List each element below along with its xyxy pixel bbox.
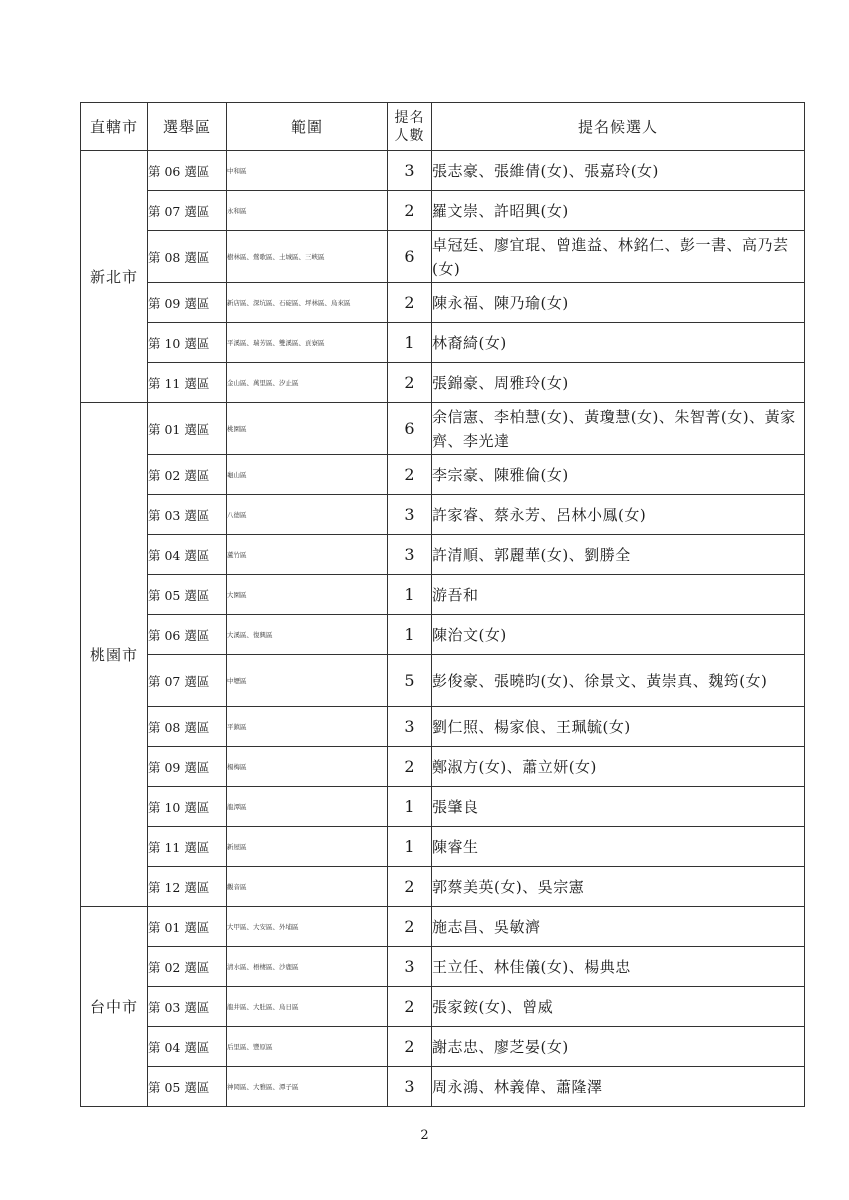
candidates-cell: 彭俊豪、張曉昀(女)、徐景文、黃崇真、魏筠(女) xyxy=(432,655,805,707)
candidates-cell: 鄭淑方(女)、蕭立妍(女) xyxy=(432,747,805,787)
count-cell: 1 xyxy=(388,615,432,655)
table-row xyxy=(81,827,805,867)
district-cell: 第 09 選區 xyxy=(148,283,227,323)
district-cell: 第 07 選區 xyxy=(148,655,227,707)
count-cell: 3 xyxy=(388,1067,432,1107)
count-cell: 3 xyxy=(388,535,432,575)
count-cell: 2 xyxy=(388,455,432,495)
candidates-cell: 陳睿生 xyxy=(432,827,805,867)
candidates-cell: 謝志忠、廖芝晏(女) xyxy=(432,1027,805,1067)
count-cell: 2 xyxy=(388,867,432,907)
area-cell: 觀音區 xyxy=(227,867,388,907)
count-cell: 2 xyxy=(388,283,432,323)
table-row xyxy=(81,1027,805,1067)
area-cell: 大溪區、復興區 xyxy=(227,615,388,655)
header-candidates: 提名候選人 xyxy=(432,103,805,151)
district-cell: 第 01 選區 xyxy=(148,907,227,947)
table-row xyxy=(81,655,805,707)
city-cell: 桃園市 xyxy=(81,403,148,907)
count-cell: 2 xyxy=(388,191,432,231)
table-row xyxy=(81,283,805,323)
district-cell: 第 11 選區 xyxy=(148,827,227,867)
header-row xyxy=(81,103,805,151)
district-cell: 第 04 選區 xyxy=(148,1027,227,1067)
count-cell: 3 xyxy=(388,495,432,535)
table-row xyxy=(81,323,805,363)
header-count-text: 提名人數 xyxy=(394,109,425,144)
count-cell: 1 xyxy=(388,575,432,615)
candidates-cell: 張錦豪、周雅玲(女) xyxy=(432,363,805,403)
table-row xyxy=(81,363,805,403)
area-cell: 大甲區、大安區、外埔區 xyxy=(227,907,388,947)
candidates-cell: 羅文崇、許昭興(女) xyxy=(432,191,805,231)
candidates-cell: 李宗豪、陳雅倫(女) xyxy=(432,455,805,495)
candidates-cell: 許清順、郭麗華(女)、劉勝全 xyxy=(432,535,805,575)
candidates-cell: 陳治文(女) xyxy=(432,615,805,655)
district-cell: 第 06 選區 xyxy=(148,151,227,191)
candidates-cell: 郭蔡美英(女)、吳宗憲 xyxy=(432,867,805,907)
table-row xyxy=(81,403,805,455)
table-row xyxy=(81,787,805,827)
city-cell: 新北市 xyxy=(81,151,148,403)
area-cell: 新店區、深坑區、石碇區、坪林區、烏來區 xyxy=(227,283,388,323)
district-cell: 第 02 選區 xyxy=(148,947,227,987)
area-cell: 平鎮區 xyxy=(227,707,388,747)
count-cell: 3 xyxy=(388,151,432,191)
area-cell: 中和區 xyxy=(227,151,388,191)
count-cell: 1 xyxy=(388,827,432,867)
area-cell: 樹林區、鶯歌區、土城區、三峽區 xyxy=(227,231,388,283)
area-cell: 中壢區 xyxy=(227,655,388,707)
table-row xyxy=(81,151,805,191)
table-row xyxy=(81,747,805,787)
district-cell: 第 04 選區 xyxy=(148,535,227,575)
candidates-cell: 王立任、林佳儀(女)、楊典忠 xyxy=(432,947,805,987)
area-cell: 龍潭區 xyxy=(227,787,388,827)
count-cell: 2 xyxy=(388,907,432,947)
district-cell: 第 12 選區 xyxy=(148,867,227,907)
district-cell: 第 03 選區 xyxy=(148,495,227,535)
candidates-cell: 施志昌、吳敏濟 xyxy=(432,907,805,947)
district-cell: 第 03 選區 xyxy=(148,987,227,1027)
count-cell: 6 xyxy=(388,403,432,455)
candidates-cell: 張肇良 xyxy=(432,787,805,827)
table-row xyxy=(81,987,805,1027)
candidates-cell: 張志豪、張維倩(女)、張嘉玲(女) xyxy=(432,151,805,191)
header-area: 範圍 xyxy=(227,103,388,151)
district-cell: 第 01 選區 xyxy=(148,403,227,455)
table-row xyxy=(81,867,805,907)
candidates-cell: 許家睿、蔡永芳、呂林小鳳(女) xyxy=(432,495,805,535)
table-row xyxy=(81,575,805,615)
area-cell: 后里區、豐原區 xyxy=(227,1027,388,1067)
area-cell: 永和區 xyxy=(227,191,388,231)
candidates-cell: 周永鴻、林義偉、蕭隆澤 xyxy=(432,1067,805,1107)
count-cell: 2 xyxy=(388,1027,432,1067)
table-row xyxy=(81,455,805,495)
candidates-cell: 游吾和 xyxy=(432,575,805,615)
area-cell: 平溪區、瑞芳區、雙溪區、貢寮區 xyxy=(227,323,388,363)
candidates-cell: 劉仁照、楊家俍、王珮毓(女) xyxy=(432,707,805,747)
area-cell: 八德區 xyxy=(227,495,388,535)
header-city: 直轄市 xyxy=(81,103,148,151)
district-cell: 第 05 選區 xyxy=(148,575,227,615)
district-cell: 第 05 選區 xyxy=(148,1067,227,1107)
district-cell: 第 08 選區 xyxy=(148,231,227,283)
area-cell: 楊梅區 xyxy=(227,747,388,787)
district-cell: 第 10 選區 xyxy=(148,787,227,827)
area-cell: 龍井區、大肚區、烏日區 xyxy=(227,987,388,1027)
table-row xyxy=(81,615,805,655)
count-cell: 3 xyxy=(388,947,432,987)
table-row xyxy=(81,1067,805,1107)
area-cell: 新屋區 xyxy=(227,827,388,867)
district-cell: 第 09 選區 xyxy=(148,747,227,787)
area-cell: 神岡區、大雅區、潭子區 xyxy=(227,1067,388,1107)
count-cell: 2 xyxy=(388,747,432,787)
table-row xyxy=(81,907,805,947)
table-row xyxy=(81,495,805,535)
count-cell: 1 xyxy=(388,787,432,827)
nomination-table xyxy=(80,102,805,1107)
candidates-cell: 余信憲、李柏慧(女)、黃瓊慧(女)、朱智菁(女)、黃家齊、李光達 xyxy=(432,403,805,455)
table-row xyxy=(81,191,805,231)
city-cell: 台中市 xyxy=(81,907,148,1107)
area-cell: 大園區 xyxy=(227,575,388,615)
header-district: 選舉區 xyxy=(148,103,227,151)
district-cell: 第 10 選區 xyxy=(148,323,227,363)
district-cell: 第 08 選區 xyxy=(148,707,227,747)
table-row xyxy=(81,535,805,575)
table-row xyxy=(81,707,805,747)
count-cell: 2 xyxy=(388,363,432,403)
count-cell: 6 xyxy=(388,231,432,283)
count-cell: 1 xyxy=(388,323,432,363)
district-cell: 第 06 選區 xyxy=(148,615,227,655)
area-cell: 蘆竹區 xyxy=(227,535,388,575)
area-cell: 金山區、萬里區、汐止區 xyxy=(227,363,388,403)
page-number: 2 xyxy=(420,1128,429,1143)
header-count xyxy=(388,103,432,151)
district-cell: 第 11 選區 xyxy=(148,363,227,403)
area-cell: 清水區、梧棲區、沙鹿區 xyxy=(227,947,388,987)
candidates-cell: 張家銨(女)、曾威 xyxy=(432,987,805,1027)
area-cell: 桃園區 xyxy=(227,403,388,455)
table-body xyxy=(81,151,805,1107)
district-cell: 第 07 選區 xyxy=(148,191,227,231)
area-cell: 龜山區 xyxy=(227,455,388,495)
count-cell: 2 xyxy=(388,987,432,1027)
count-cell: 3 xyxy=(388,707,432,747)
table-row xyxy=(81,231,805,283)
candidates-cell: 陳永福、陳乃瑜(女) xyxy=(432,283,805,323)
count-cell: 5 xyxy=(388,655,432,707)
candidates-cell: 卓冠廷、廖宜琨、曾進益、林銘仁、彭一書、高乃芸(女) xyxy=(432,231,805,283)
district-cell: 第 02 選區 xyxy=(148,455,227,495)
table-row xyxy=(81,947,805,987)
candidates-cell: 林裔綺(女) xyxy=(432,323,805,363)
